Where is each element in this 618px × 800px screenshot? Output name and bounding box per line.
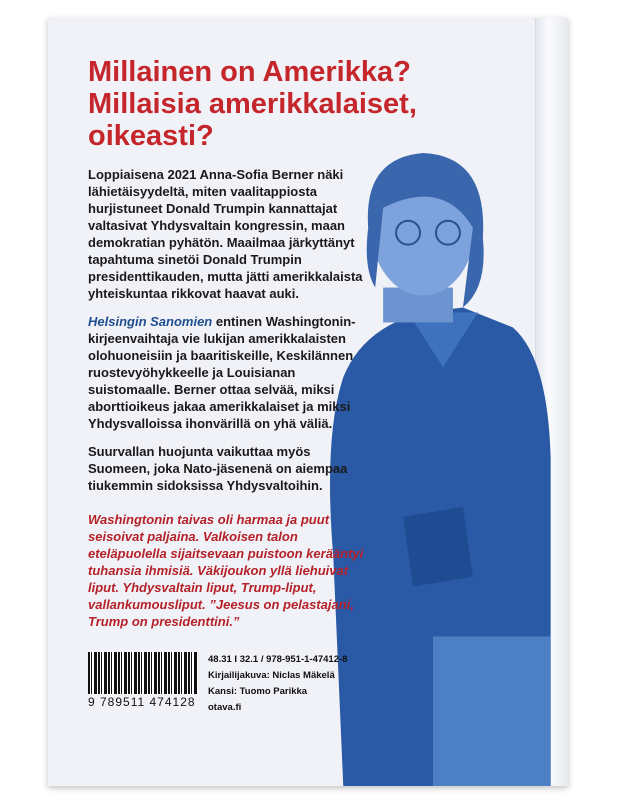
cover-text xyxy=(48,18,528,730)
classification-isbn: 48.31 I 32.1 / 978-951-1-47412-8 xyxy=(208,654,348,665)
credits xyxy=(208,652,347,716)
bottom-info xyxy=(88,652,528,716)
book-back-cover xyxy=(48,18,568,786)
headline: Millainen on Amerikka? Millaisia amerikkalaiset, oikeasti? xyxy=(88,56,417,152)
newspaper-name: Helsingin Sanomien xyxy=(88,314,213,329)
paragraph-2 xyxy=(88,313,373,432)
barcode-digits: 9 789511 474128 xyxy=(88,695,196,709)
cover-credit: Kansi: Tuomo Parikka xyxy=(208,686,308,697)
paragraph-2-text: entinen Washingtonin-kirjeenvaihtaja vie lukijan amerikkalaisten olohuoneisiin ja baaritiskeille, Keskilännen ruostevyöhykkeelle ja Louisianan suistomaalle. Berner ottaa selvää, miksi aborttioikeus jakaa amerikkalaiset ja miksi Yhdysvalloissa ihonvärillä on yhä väliä. xyxy=(88,314,356,431)
author-photo-credit: Kirjailijakuva: Niclas Mäkelä xyxy=(208,670,335,681)
barcode-bars xyxy=(88,652,198,694)
paragraph-3: Suurvallan huojunta vaikuttaa myös Suomeen, joka Nato-jäsenenä on aiempaa tiukemmin sidoksissa Yhdysvaltoihin. xyxy=(88,444,348,493)
publisher-website: otava.fi xyxy=(208,702,242,713)
excerpt-quote: Washingtonin taivas oli harmaa ja puut seisoivat paljaina. Valkoisen talon eteläpuolella sijaitsevaan puistoon kerääntyi tuhansia ihmisiä. Väkijoukon yllä liehuivat liput. Yhdysvaltain liput, Trump-liput, vallankumousliput. ”Jeesus on pelastajani, Trump on presidenttini.” xyxy=(88,512,364,629)
paragraph-1: Loppiaisena 2021 Anna-Sofia Berner näki lähietäisyydeltä, miten vaalitappiosta hurjistuneet Donald Trumpin kannattajat valtasivat Yhdysvaltain kongressin, maan demokratian pyhätön. Maailmaa järkyttänyt tapahtuma sinetöi Donald Trumpin presidenttikauden, mutta jätti amerikkalaista yhteiskuntaa rikkovat haavat auki. xyxy=(88,167,363,301)
isbn-barcode xyxy=(88,652,198,709)
